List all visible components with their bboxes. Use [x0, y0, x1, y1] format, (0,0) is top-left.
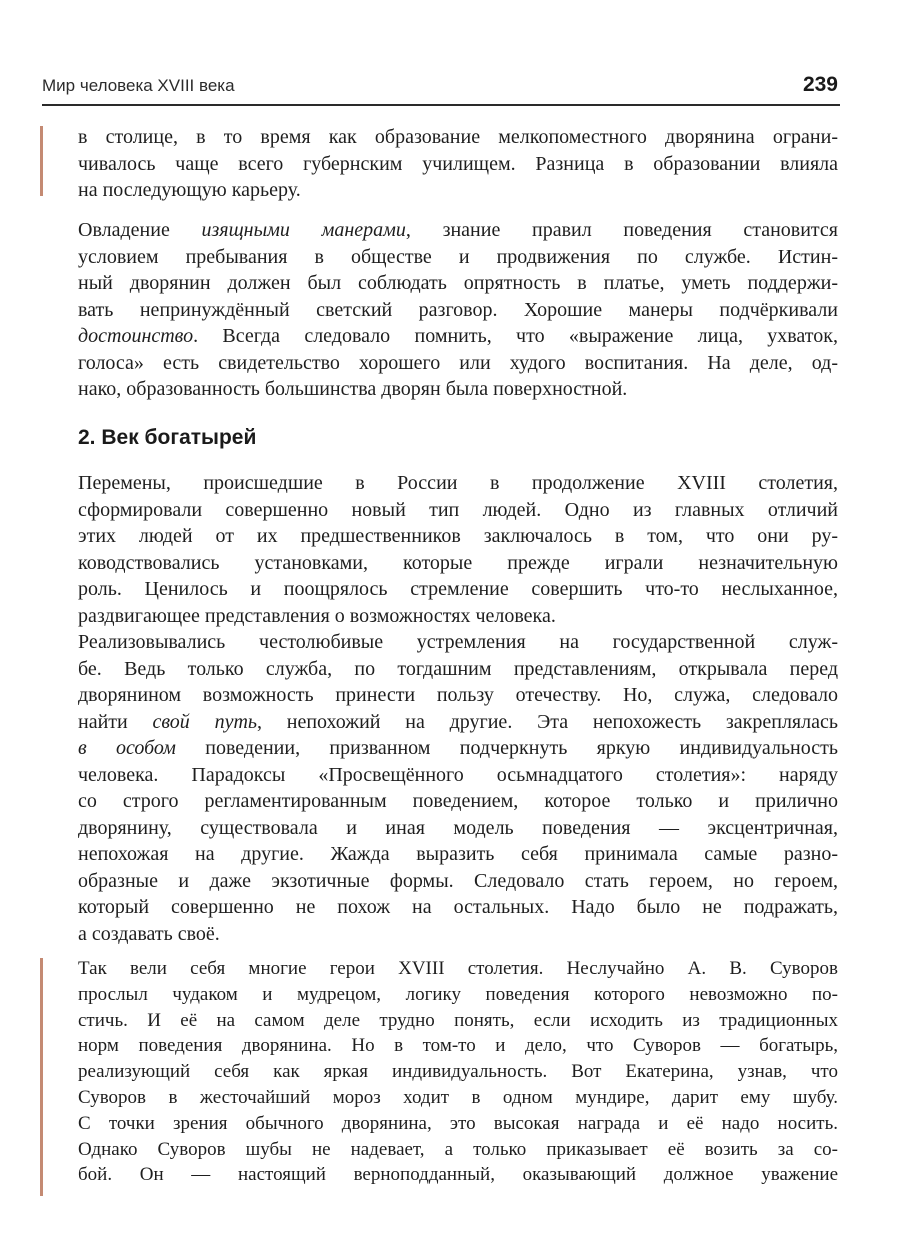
text-line: прослыл чудаком и мудрецом, логику поведения которого невозможно по-: [78, 983, 838, 1005]
text-line: вать непринуждённый светский разговор. Хорошие манеры подчёркивали: [78, 298, 838, 321]
text-line: образные и даже экзотичные формы. Следовало стать героем, но героем,: [78, 869, 838, 892]
text-line: ный дворянин должен был соблюдать опрятность в платье, уметь поддержи-: [78, 272, 838, 294]
italic-term: достоинство: [78, 325, 194, 347]
text-line: стичь. И её на самом деле трудно понять, если исходить из традиционных: [78, 1009, 838, 1031]
text-line: раздвигающее представления о возможностях человека.: [78, 604, 556, 627]
text-line: непохожая на другие. Жажда выразить себя принимала самые разно-: [78, 843, 838, 865]
text-line: Суворов в жесточайший мороз ходит в одном мундире, дарит ему шубу.: [78, 1086, 838, 1108]
text-line: этих людей от их предшественников заключалось в том, что они ру-: [78, 525, 838, 547]
text-line: Перемены, происшедшие в России в продолжение XVIII столетия,: [78, 472, 838, 494]
paragraph-suvorov: [78, 956, 838, 1188]
italic-term: в особом: [78, 737, 176, 759]
text-line: голоса» есть свидетельство хорошего или худого воспитания. На деле, од-: [78, 351, 838, 374]
text-line: ководствовались установками, которые прежде играли незначительную: [78, 551, 838, 574]
text-line: норм поведения дворянина. Но в том-то и дело, что Суворов — богатырь,: [78, 1035, 838, 1057]
text-line: бе. Ведь только служба, по тогдашним представлениям, открывала перед: [78, 657, 838, 680]
text-line: Однако Суворов шубы не надевает, а только приказывает её возить за со-: [78, 1138, 838, 1160]
sidebar-accent-bar-top: [40, 126, 43, 196]
text-line: условием пребывания в обществе и продвижения по службе. Истин-: [78, 245, 838, 268]
text-line: который совершенно не похож на остальных. Надо было не подражать,: [78, 896, 838, 918]
text-line: чивалось чаще всего губернским училищем. Разница в образовании влияла: [78, 152, 838, 175]
text-line: С точки зрения обычного дворянина, это высокая награда и её надо носить.: [78, 1112, 838, 1134]
text-line: со строго регламентированным поведением, которое только и прилично: [78, 790, 838, 812]
paragraph-ambitions: [78, 629, 838, 947]
section-heading: 2. Век богатырей: [78, 426, 257, 449]
text-line: роль. Ценилось и поощрялось стремление совершить что-то неслыханное,: [78, 578, 838, 600]
text-line: дворянином возможность принести пользу отечеству. Но, служа, следовало: [78, 684, 838, 706]
text-line: на последующую карьеру.: [78, 179, 301, 201]
text-line: а создавать своё.: [78, 922, 220, 945]
paragraph-manners: [78, 217, 838, 403]
text-line: сформировали совершенно новый тип людей. Одно из главных отличий: [78, 498, 838, 521]
text-line: дворянину, существовала и иная модель поведения — эксцентричная,: [78, 816, 838, 839]
italic-term: изящными манерами: [201, 219, 406, 241]
text-line: бой. Он — настоящий верноподданный, оказывающий должное уважение: [78, 1164, 838, 1186]
text-line: найти свой путь, непохожий на другие. Эта непохожесть закреплялась: [78, 710, 838, 733]
text-line: Овладение изящными манерами, знание правил поведения становится: [78, 219, 838, 241]
text-line: реализующий себя как яркая индивидуальность. Вот Екатерина, узнав, что: [78, 1061, 838, 1083]
paragraph-changes: [78, 470, 838, 629]
text-line: в столице, в то время как образование мелкопоместного дворянина ограни-: [78, 126, 838, 148]
text-line: Так вели себя многие герои XVIII столетия. Неслучайно А. В. Суворов: [78, 958, 838, 979]
running-header-title: Мир человека XVIII века: [42, 76, 235, 95]
text-line: достоинство. Всегда следовало помнить, что «выражение лица, ухваток,: [78, 325, 838, 347]
italic-term: свой путь: [152, 710, 257, 733]
running-header: [42, 70, 840, 106]
text-line: человека. Парадоксы «Просвещённого осьмнадцатого столетия»: наряду: [78, 763, 838, 786]
paragraph-continuation: [78, 124, 838, 204]
text-line: нако, образованность большинства дворян была поверхностной.: [78, 378, 628, 400]
text-line: в особом поведении, призванном подчеркнуть яркую индивидуальность: [78, 737, 838, 759]
page-number: 239: [802, 73, 838, 96]
sidebar-accent-bar-bottom: [40, 958, 43, 1196]
text-line: Реализовывались честолюбивые устремления на государственной служ-: [78, 631, 838, 653]
